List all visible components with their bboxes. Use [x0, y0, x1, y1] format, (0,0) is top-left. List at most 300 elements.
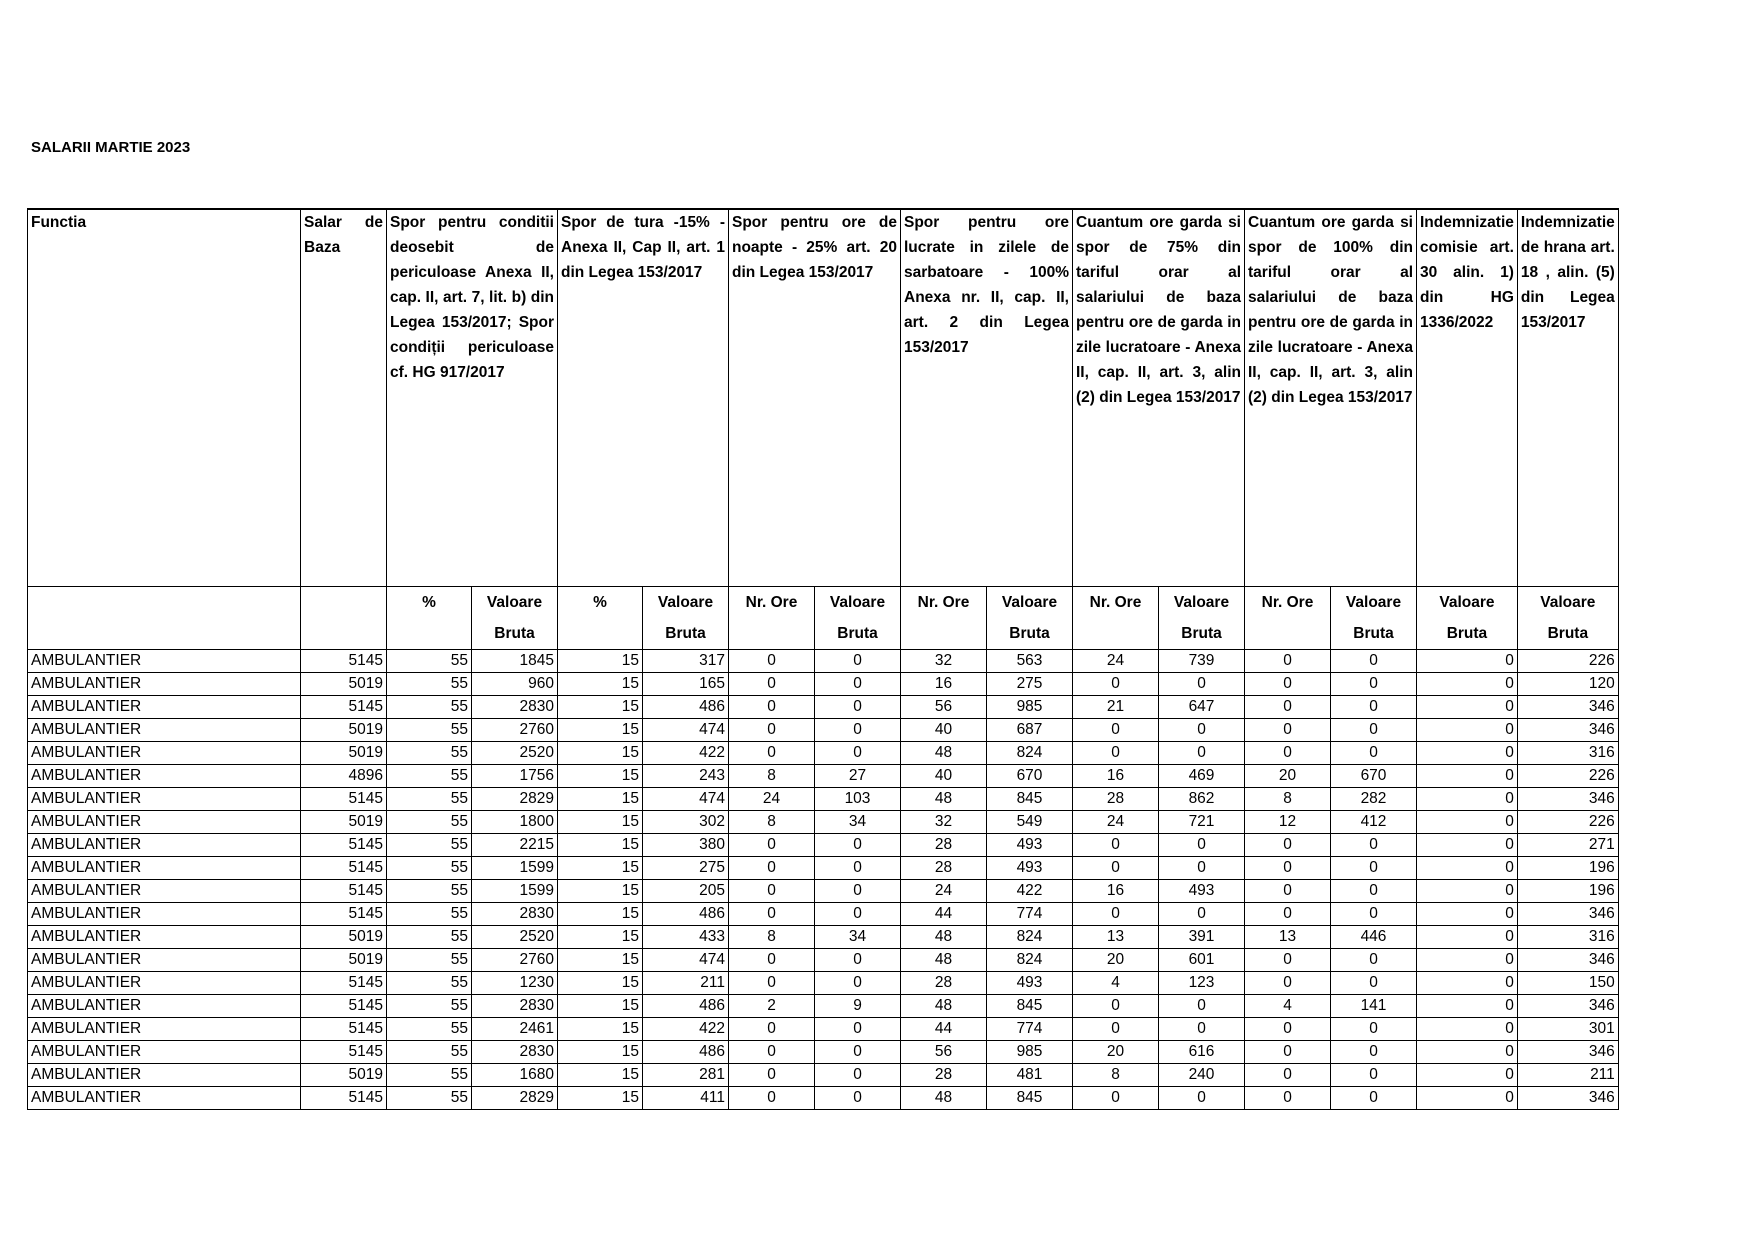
- cell-value: 0: [815, 1087, 901, 1110]
- cell-functia: AMBULANTIER: [28, 926, 301, 949]
- cell-value: 0: [1159, 742, 1245, 765]
- table-row: [28, 811, 1619, 834]
- cell-value: 15: [558, 1041, 643, 1064]
- cell-value: 1845: [472, 650, 558, 673]
- cell-value: 346: [1517, 1087, 1618, 1110]
- cell-value: 346: [1517, 903, 1618, 926]
- cell-value: 15: [558, 1064, 643, 1087]
- cell-value: 34: [815, 811, 901, 834]
- cell-value: 0: [815, 719, 901, 742]
- cell-value: 226: [1517, 811, 1618, 834]
- cell-value: 985: [987, 696, 1073, 719]
- cell-value: 55: [387, 673, 472, 696]
- cell-value: 0: [1073, 742, 1159, 765]
- cell-value: 44: [901, 903, 987, 926]
- cell-value: 380: [643, 834, 729, 857]
- cell-value: 211: [1517, 1064, 1618, 1087]
- cell-value: 0: [1073, 1018, 1159, 1041]
- cell-value: 16: [1073, 880, 1159, 903]
- sub-header-cell: Valoare Bruta: [815, 587, 901, 650]
- cell-value: 0: [1417, 1064, 1518, 1087]
- cell-value: 0: [1073, 834, 1159, 857]
- cell-value: 15: [558, 995, 643, 1018]
- cell-value: 2461: [472, 1018, 558, 1041]
- cell-value: 0: [1417, 972, 1518, 995]
- cell-value: 0: [1159, 903, 1245, 926]
- cell-value: 55: [387, 880, 472, 903]
- cell-value: 346: [1517, 788, 1618, 811]
- cell-value: 1680: [472, 1064, 558, 1087]
- table-row: [28, 995, 1619, 1018]
- cell-value: 0: [1417, 926, 1518, 949]
- cell-value: 0: [1073, 857, 1159, 880]
- cell-value: 0: [1417, 788, 1518, 811]
- cell-value: 15: [558, 696, 643, 719]
- table-row: [28, 1041, 1619, 1064]
- cell-value: 0: [1331, 972, 1417, 995]
- cell-value: 824: [987, 926, 1073, 949]
- cell-value: 0: [1159, 1018, 1245, 1041]
- cell-value: 0: [1331, 834, 1417, 857]
- cell-value: 4: [1245, 995, 1331, 1018]
- cell-value: 0: [1417, 1018, 1518, 1041]
- cell-value: 5019: [301, 742, 387, 765]
- header-garda-75: Cuantum ore garda si spor de 75% din tariful orar al salariului de baza pentru ore de garda in zile lucratoare - Anexa II, cap. II, art. 3, alin (2) din Legea 153/2017: [1073, 209, 1245, 587]
- table-row: [28, 834, 1619, 857]
- cell-value: 0: [1417, 742, 1518, 765]
- cell-value: 0: [1331, 673, 1417, 696]
- cell-value: 616: [1159, 1041, 1245, 1064]
- cell-value: 316: [1517, 742, 1618, 765]
- cell-value: 0: [729, 903, 815, 926]
- cell-value: 670: [987, 765, 1073, 788]
- cell-value: 346: [1517, 995, 1618, 1018]
- cell-value: 0: [1159, 1087, 1245, 1110]
- cell-value: 0: [1417, 811, 1518, 834]
- cell-value: 1599: [472, 857, 558, 880]
- header-spor-noapte: Spor pentru ore de noapte - 25% art. 20 din Legea 153/2017: [729, 209, 901, 587]
- cell-value: 2829: [472, 788, 558, 811]
- cell-value: 601: [1159, 949, 1245, 972]
- cell-value: 481: [987, 1064, 1073, 1087]
- cell-value: 317: [643, 650, 729, 673]
- cell-value: 0: [815, 1064, 901, 1087]
- cell-value: 9: [815, 995, 901, 1018]
- cell-value: 0: [729, 696, 815, 719]
- header-functia: Functia: [28, 209, 301, 587]
- cell-value: 1800: [472, 811, 558, 834]
- cell-value: 0: [1245, 1064, 1331, 1087]
- cell-value: 2830: [472, 903, 558, 926]
- cell-value: 5019: [301, 673, 387, 696]
- cell-value: 493: [987, 972, 1073, 995]
- cell-value: 0: [729, 857, 815, 880]
- cell-value: 48: [901, 788, 987, 811]
- cell-value: 486: [643, 995, 729, 1018]
- cell-value: 0: [1245, 696, 1331, 719]
- cell-value: 15: [558, 834, 643, 857]
- cell-value: 5019: [301, 926, 387, 949]
- cell-value: 0: [1159, 857, 1245, 880]
- cell-value: 0: [1331, 719, 1417, 742]
- cell-value: 0: [1245, 1018, 1331, 1041]
- cell-value: 433: [643, 926, 729, 949]
- cell-value: 0: [1073, 719, 1159, 742]
- cell-value: 0: [1417, 1041, 1518, 1064]
- cell-functia: AMBULANTIER: [28, 788, 301, 811]
- cell-functia: AMBULANTIER: [28, 811, 301, 834]
- cell-value: 24: [729, 788, 815, 811]
- cell-value: 0: [815, 1018, 901, 1041]
- cell-value: 1230: [472, 972, 558, 995]
- cell-value: 5019: [301, 949, 387, 972]
- cell-value: 271: [1517, 834, 1618, 857]
- cell-value: 412: [1331, 811, 1417, 834]
- cell-value: 0: [815, 949, 901, 972]
- cell-functia: AMBULANTIER: [28, 742, 301, 765]
- sub-header-cell: Nr. Ore: [1073, 587, 1159, 650]
- cell-value: 8: [729, 926, 815, 949]
- header-spor-tura: Spor de tura -15% - Anexa II, Cap II, art. 1 din Legea 153/2017: [558, 209, 729, 587]
- cell-value: 16: [901, 673, 987, 696]
- cell-value: 0: [1073, 995, 1159, 1018]
- cell-value: 211: [643, 972, 729, 995]
- sub-header-cell: Nr. Ore: [901, 587, 987, 650]
- cell-value: 670: [1331, 765, 1417, 788]
- cell-value: 422: [643, 742, 729, 765]
- cell-value: 346: [1517, 696, 1618, 719]
- cell-value: 0: [1331, 1087, 1417, 1110]
- cell-value: 2520: [472, 742, 558, 765]
- cell-value: 28: [901, 972, 987, 995]
- cell-value: 226: [1517, 765, 1618, 788]
- cell-value: 0: [1159, 834, 1245, 857]
- cell-value: 15: [558, 673, 643, 696]
- cell-value: 346: [1517, 719, 1618, 742]
- cell-value: 40: [901, 719, 987, 742]
- table-row: [28, 719, 1619, 742]
- cell-value: 55: [387, 903, 472, 926]
- sub-header-cell: Valoare Bruta: [1417, 587, 1518, 650]
- cell-value: 474: [643, 949, 729, 972]
- cell-value: 0: [815, 972, 901, 995]
- cell-value: 15: [558, 1087, 643, 1110]
- cell-value: 0: [729, 949, 815, 972]
- cell-functia: AMBULANTIER: [28, 650, 301, 673]
- cell-value: 5145: [301, 880, 387, 903]
- cell-value: 55: [387, 742, 472, 765]
- cell-value: 0: [729, 1018, 815, 1041]
- cell-value: 15: [558, 972, 643, 995]
- header-indemnizatie-comisie: Indemnizatie comisie art. 30 alin. 1) din HG 1336/2022: [1417, 209, 1518, 587]
- cell-value: 474: [643, 788, 729, 811]
- table-row: [28, 903, 1619, 926]
- cell-functia: AMBULANTIER: [28, 765, 301, 788]
- cell-value: 493: [987, 857, 1073, 880]
- table-row: [28, 1064, 1619, 1087]
- salary-table: [27, 208, 1619, 1110]
- cell-value: 282: [1331, 788, 1417, 811]
- cell-value: 0: [815, 650, 901, 673]
- cell-value: 28: [901, 1064, 987, 1087]
- cell-value: 0: [1073, 673, 1159, 696]
- cell-value: 469: [1159, 765, 1245, 788]
- cell-value: 15: [558, 1018, 643, 1041]
- cell-value: 845: [987, 995, 1073, 1018]
- sub-header-cell: Valoare Bruta: [643, 587, 729, 650]
- cell-value: 0: [1245, 903, 1331, 926]
- cell-value: 15: [558, 903, 643, 926]
- cell-value: 0: [1331, 1018, 1417, 1041]
- cell-value: 55: [387, 1041, 472, 1064]
- table-row: [28, 696, 1619, 719]
- sub-header-cell: [301, 587, 387, 650]
- cell-value: 422: [643, 1018, 729, 1041]
- cell-value: 55: [387, 949, 472, 972]
- cell-value: 0: [729, 650, 815, 673]
- cell-value: 21: [1073, 696, 1159, 719]
- sub-header-cell: Nr. Ore: [729, 587, 815, 650]
- cell-value: 16: [1073, 765, 1159, 788]
- cell-value: 12: [1245, 811, 1331, 834]
- cell-value: 960: [472, 673, 558, 696]
- cell-value: 205: [643, 880, 729, 903]
- cell-value: 985: [987, 1041, 1073, 1064]
- cell-value: 0: [1417, 673, 1518, 696]
- cell-value: 0: [1417, 719, 1518, 742]
- header-salar-baza: Salar de Baza: [301, 209, 387, 587]
- cell-functia: AMBULANTIER: [28, 1087, 301, 1110]
- cell-value: 739: [1159, 650, 1245, 673]
- cell-value: 0: [815, 903, 901, 926]
- cell-value: 5145: [301, 834, 387, 857]
- cell-value: 0: [815, 857, 901, 880]
- cell-value: 55: [387, 972, 472, 995]
- cell-value: 0: [1331, 650, 1417, 673]
- sub-header-cell: Valoare Bruta: [1517, 587, 1618, 650]
- cell-value: 24: [901, 880, 987, 903]
- cell-value: 0: [815, 880, 901, 903]
- cell-value: 824: [987, 742, 1073, 765]
- header-indemnizatie-hrana: Indemnizatie de hrana art. 18 , alin. (5) din Legea 153/2017: [1517, 209, 1618, 587]
- cell-value: 48: [901, 1087, 987, 1110]
- cell-functia: AMBULANTIER: [28, 949, 301, 972]
- cell-value: 55: [387, 1087, 472, 1110]
- cell-value: 4896: [301, 765, 387, 788]
- document-title: SALARII MARTIE 2023: [31, 139, 191, 156]
- cell-value: 56: [901, 696, 987, 719]
- cell-value: 647: [1159, 696, 1245, 719]
- cell-value: 5145: [301, 788, 387, 811]
- cell-value: 2829: [472, 1087, 558, 1110]
- cell-value: 5145: [301, 650, 387, 673]
- cell-value: 0: [1417, 903, 1518, 926]
- cell-value: 0: [1417, 880, 1518, 903]
- cell-value: 2830: [472, 696, 558, 719]
- cell-value: 55: [387, 811, 472, 834]
- cell-value: 56: [901, 1041, 987, 1064]
- cell-value: 24: [1073, 650, 1159, 673]
- cell-value: 240: [1159, 1064, 1245, 1087]
- cell-value: 2760: [472, 949, 558, 972]
- cell-value: 48: [901, 742, 987, 765]
- cell-value: 55: [387, 788, 472, 811]
- cell-value: 226: [1517, 650, 1618, 673]
- cell-value: 0: [1073, 903, 1159, 926]
- cell-functia: AMBULANTIER: [28, 995, 301, 1018]
- cell-value: 774: [987, 903, 1073, 926]
- cell-value: 15: [558, 926, 643, 949]
- cell-value: 5145: [301, 696, 387, 719]
- sub-header-cell: [28, 587, 301, 650]
- cell-value: 55: [387, 719, 472, 742]
- cell-value: 20: [1073, 1041, 1159, 1064]
- cell-value: 563: [987, 650, 1073, 673]
- cell-value: 845: [987, 788, 1073, 811]
- table-row: [28, 1018, 1619, 1041]
- cell-value: 141: [1331, 995, 1417, 1018]
- cell-value: 0: [729, 673, 815, 696]
- cell-value: 346: [1517, 1041, 1618, 1064]
- cell-value: 5145: [301, 1087, 387, 1110]
- cell-functia: AMBULANTIER: [28, 1041, 301, 1064]
- cell-value: 5145: [301, 995, 387, 1018]
- cell-value: 493: [1159, 880, 1245, 903]
- cell-functia: AMBULANTIER: [28, 673, 301, 696]
- cell-functia: AMBULANTIER: [28, 834, 301, 857]
- cell-value: 40: [901, 765, 987, 788]
- sub-header-cell: Valoare Bruta: [1331, 587, 1417, 650]
- table-row: [28, 742, 1619, 765]
- cell-value: 0: [1417, 949, 1518, 972]
- cell-value: 8: [1245, 788, 1331, 811]
- cell-value: 243: [643, 765, 729, 788]
- cell-value: 5145: [301, 1041, 387, 1064]
- cell-value: 5019: [301, 811, 387, 834]
- cell-value: 316: [1517, 926, 1618, 949]
- header-spor-sarbatoare: Spor pentru ore lucrate in zilele de sarbatoare - 100% Anexa nr. II, cap. II, art. 2 din Legea 153/2017: [901, 209, 1073, 587]
- cell-value: 123: [1159, 972, 1245, 995]
- cell-value: 15: [558, 811, 643, 834]
- cell-value: 0: [1331, 742, 1417, 765]
- table-row: [28, 1087, 1619, 1110]
- cell-value: 0: [729, 719, 815, 742]
- cell-value: 0: [815, 742, 901, 765]
- cell-value: 0: [1159, 673, 1245, 696]
- cell-value: 0: [1245, 1041, 1331, 1064]
- cell-functia: AMBULANTIER: [28, 880, 301, 903]
- cell-value: 2520: [472, 926, 558, 949]
- cell-value: 0: [729, 972, 815, 995]
- cell-value: 5019: [301, 1064, 387, 1087]
- sub-header-cell: Valoare Bruta: [987, 587, 1073, 650]
- cell-value: 1599: [472, 880, 558, 903]
- cell-value: 2215: [472, 834, 558, 857]
- cell-value: 486: [643, 903, 729, 926]
- table-row: [28, 788, 1619, 811]
- cell-value: 0: [1417, 834, 1518, 857]
- sub-header-cell: Nr. Ore: [1245, 587, 1331, 650]
- cell-value: 422: [987, 880, 1073, 903]
- cell-value: 687: [987, 719, 1073, 742]
- cell-value: 862: [1159, 788, 1245, 811]
- cell-functia: AMBULANTIER: [28, 696, 301, 719]
- cell-value: 301: [1517, 1018, 1618, 1041]
- cell-value: 0: [815, 834, 901, 857]
- cell-value: 0: [1245, 673, 1331, 696]
- cell-value: 474: [643, 719, 729, 742]
- cell-value: 2760: [472, 719, 558, 742]
- cell-value: 0: [1331, 857, 1417, 880]
- cell-value: 549: [987, 811, 1073, 834]
- cell-value: 486: [643, 1041, 729, 1064]
- cell-value: 15: [558, 880, 643, 903]
- cell-value: 411: [643, 1087, 729, 1110]
- cell-value: 8: [729, 811, 815, 834]
- cell-functia: AMBULANTIER: [28, 972, 301, 995]
- cell-value: 28: [1073, 788, 1159, 811]
- cell-value: 0: [1331, 1064, 1417, 1087]
- cell-functia: AMBULANTIER: [28, 1064, 301, 1087]
- cell-value: 15: [558, 742, 643, 765]
- table-row: [28, 880, 1619, 903]
- cell-value: 824: [987, 949, 1073, 972]
- cell-value: 2: [729, 995, 815, 1018]
- cell-value: 20: [1073, 949, 1159, 972]
- cell-functia: AMBULANTIER: [28, 857, 301, 880]
- table-body: [28, 650, 1619, 1110]
- cell-value: 391: [1159, 926, 1245, 949]
- sub-header-cell: %: [387, 587, 472, 650]
- header-spor-conditii: Spor pentru conditii deosebit de periculoase Anexa II, cap. II, art. 7, lit. b) din Legea 153/2017; Spor condiții periculoase cf. HG 917/2017: [387, 209, 558, 587]
- cell-value: 0: [1245, 880, 1331, 903]
- cell-functia: AMBULANTIER: [28, 1018, 301, 1041]
- table-row: [28, 949, 1619, 972]
- cell-value: 55: [387, 857, 472, 880]
- cell-value: 0: [1245, 719, 1331, 742]
- cell-value: 0: [1417, 857, 1518, 880]
- cell-value: 0: [729, 834, 815, 857]
- cell-value: 15: [558, 765, 643, 788]
- cell-value: 0: [815, 696, 901, 719]
- cell-value: 0: [1331, 1041, 1417, 1064]
- cell-value: 0: [1159, 995, 1245, 1018]
- cell-value: 165: [643, 673, 729, 696]
- cell-value: 48: [901, 949, 987, 972]
- cell-value: 15: [558, 650, 643, 673]
- cell-value: 0: [1331, 696, 1417, 719]
- cell-value: 4: [1073, 972, 1159, 995]
- cell-value: 0: [815, 673, 901, 696]
- cell-value: 774: [987, 1018, 1073, 1041]
- cell-value: 196: [1517, 857, 1618, 880]
- cell-value: 275: [643, 857, 729, 880]
- table-row: [28, 765, 1619, 788]
- cell-value: 0: [729, 880, 815, 903]
- cell-value: 0: [729, 1087, 815, 1110]
- cell-value: 120: [1517, 673, 1618, 696]
- cell-value: 0: [1417, 1087, 1518, 1110]
- cell-value: 5019: [301, 719, 387, 742]
- cell-value: 0: [1417, 650, 1518, 673]
- cell-value: 0: [1417, 765, 1518, 788]
- cell-value: 48: [901, 926, 987, 949]
- table-row: [28, 673, 1619, 696]
- table-row: [28, 857, 1619, 880]
- cell-value: 24: [1073, 811, 1159, 834]
- cell-value: 0: [1245, 857, 1331, 880]
- cell-value: 55: [387, 696, 472, 719]
